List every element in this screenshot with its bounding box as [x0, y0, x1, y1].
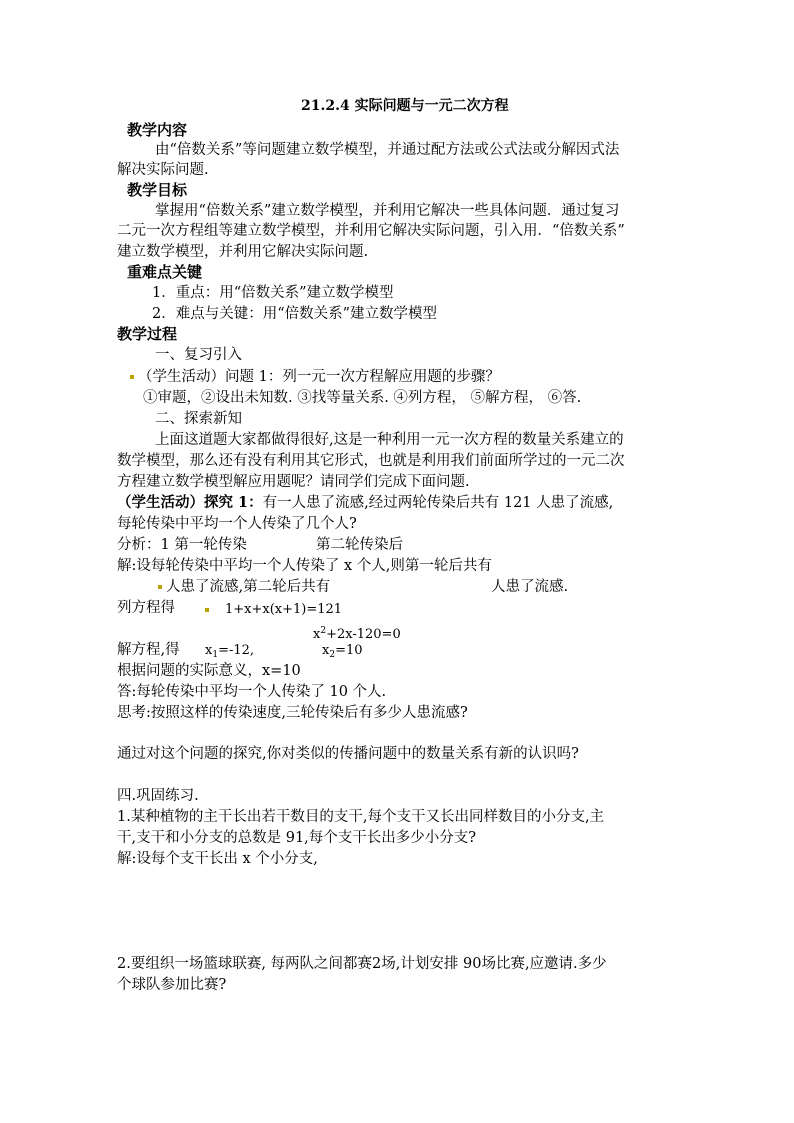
key-point-2: 2．难点与关键：用“倍数关系”建立数学模型	[152, 306, 438, 322]
practice-2-line-2: 个球队参加比赛?	[117, 977, 227, 993]
content-line-1: 由“倍数关系”等问题建立数学模型，并通过配方法或公式法或分解因式法	[155, 142, 620, 158]
analysis-second-round: 第二轮传染后	[316, 537, 403, 553]
key-point-1: 1．重点：用“倍数关系”建立数学模型	[152, 285, 394, 301]
practice-2-line-1: 2.要组织一场篮球联赛, 每两队之间都赛2场,计划安排 90场比赛,应邀请.多少	[117, 956, 607, 972]
bullet-mark	[158, 585, 162, 589]
reflection-question: 通过对这个问题的探究,你对类似的传播问题中的数量关系有新的认识吗?	[117, 746, 579, 762]
solve-label: 解方程,得	[117, 642, 180, 658]
equation-label: 列方程得	[117, 600, 175, 616]
inquiry-text: 有一人患了流感,经过两轮传染后共有 121 人患了流感,	[262, 495, 614, 511]
practice-1-line-2: 干,支干和小分支的总数是 91,每个支干长出多少小分支?	[117, 830, 477, 846]
goals-line-3: 建立数学模型，并利用它解决实际问题.	[117, 244, 369, 260]
content-line-2: 解决实际问题.	[117, 162, 209, 178]
root-x2: $x_2=10$	[322, 643, 363, 660]
section-heading-content: 教学内容	[127, 121, 188, 139]
goals-line-2: 二元一次方程组等建立数学模型，并利用它解决实际问题，引入用．“倍数关系”	[117, 223, 625, 239]
inquiry-1	[117, 494, 613, 512]
bullet-mark	[130, 375, 134, 379]
page-title: 21.2.4 实际问题与一元二次方程	[301, 98, 509, 114]
analysis-first-round: 分析：1 第一轮传染	[117, 537, 247, 553]
section-heading-goals: 教学目标	[127, 181, 188, 199]
solution-line-2b: 人患了流感.	[491, 579, 569, 595]
inquiry-line-2: 每轮传染中平均一个人传染了几个人?	[117, 516, 357, 532]
root-x1: $x_1=-12$,	[205, 643, 255, 660]
solution-line-2a: 人患了流感,第二轮后共有	[158, 578, 330, 596]
practice-1-line-1: 1.某种植物的主干长出若干数目的支干,每个支干又长出同样数目的小分支,主	[117, 809, 605, 825]
practical-meaning: 根据问题的实际意义，x=10	[117, 663, 301, 679]
solution-steps: ①审题，②设出未知数. ③找等量关系. ④列方程， ⑤解方程， ⑥答.	[143, 390, 582, 406]
solution-line-1: 解:设每轮传染中平均一个人传染了 x 个人,则第一轮后共有	[117, 558, 492, 574]
explore-heading: 二、探索新知	[155, 411, 242, 427]
practice-heading: 四.巩固练习.	[117, 788, 199, 804]
inquiry-label: （学生活动）探究 1：	[117, 494, 263, 511]
equation-2: $x^2+2x-120=0$	[313, 626, 401, 642]
explore-para-2: 数学模型，那么还有没有利用其它形式，也就是利用我们前面所学过的一元二次	[117, 453, 625, 469]
section-heading-process: 教学过程	[117, 325, 178, 343]
explore-para-1: 上面这道题大家都做得很好,这是一种利用一元一次方程的数量关系建立的	[155, 432, 624, 448]
question-1: （学生活动）问题 1：列一元一次方程解应用题的步骤？	[130, 368, 500, 386]
practice-1-solution: 解:设每个支干长出 x 个小分支,	[117, 851, 318, 867]
section-heading-key-points: 重难点关键	[127, 263, 203, 281]
equation-1: 1+x+x(x+1)=121	[205, 601, 342, 619]
think-question: 思考:按照这样的传染速度,三轮传染后有多少人患流感?	[117, 705, 468, 721]
review-heading: 一、复习引入	[155, 347, 242, 363]
explore-para-3: 方程建立数学模型解应用题呢？请同学们完成下面问题.	[117, 474, 470, 490]
goals-line-1: 掌握用“倍数关系”建立数学模型，并利用它解决一些具体问题．通过复习	[155, 203, 620, 219]
bullet-mark	[205, 608, 209, 612]
answer-line: 答:每轮传染中平均一个人传染了 10 个人.	[117, 684, 387, 700]
